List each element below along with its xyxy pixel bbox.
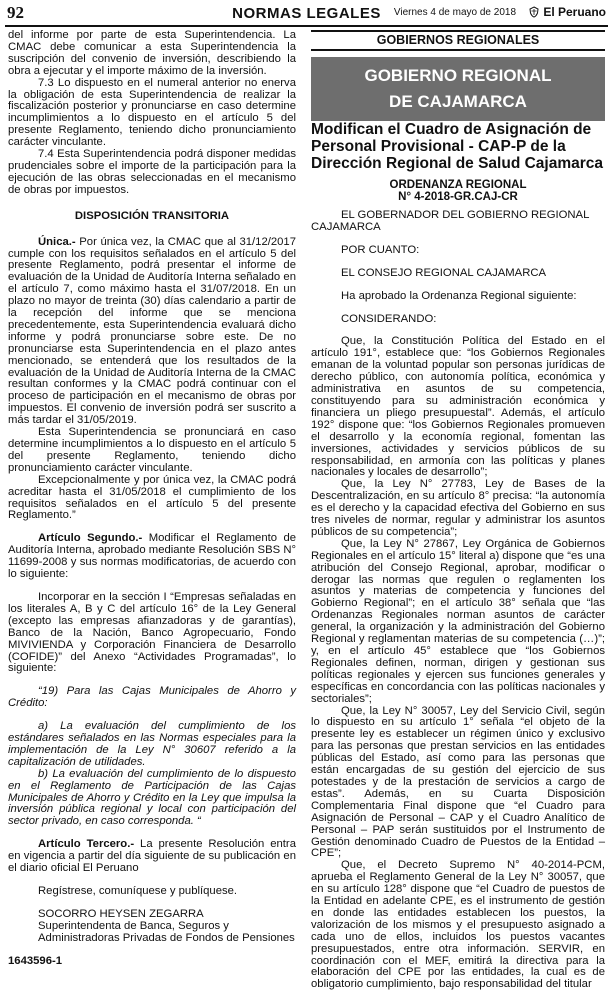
left-column [8, 30, 296, 968]
paragraph: Que, el Decreto Supremo N° 40-2014-PCM, aprueba el Reglamento General de la Ley N° 30057, que en su artículo 128° dispone que “el Cuadro de puestos de la Entidad en adelante CPE, es el instrumento de gestión en donde las entidades establecen los puestos, la valorización de los mismos y el presupuesto asignado a cada uno de ellos, incluidos los puestos vacantes presupuestados, entre otra información. SERVIR, en coordinación con el MEF, emitirá la directiva para la elaboración del CPE por las entidades, la cual es de obligatorio cumplimiento, bajo responsabilidad del titular [311, 859, 605, 991]
institution-line: GOBIERNO REGIONAL [364, 66, 552, 85]
paragraph: del informe por parte de esta Superintendencia. La CMAC debe comunicar a esta Superintendencia la suscripción del convenio de inversión, describiendo la obra a ejecutar y el importe máximo de la inversión. [8, 29, 296, 77]
newspaper-name: El Peruano [543, 5, 606, 19]
section-bar: GOBIERNOS REGIONALES [311, 30, 605, 51]
closing-line: Regístrese, comuníquese y publíquese. [38, 885, 238, 897]
newspaper-logo [528, 5, 606, 19]
coat-of-arms-icon [528, 6, 540, 18]
ordinance-type: ORDENANZA REGIONAL [389, 179, 527, 191]
paragraph: CONSIDERANDO: [341, 312, 437, 325]
article-text: Por única vez, la CMAC que al 31/12/2017 cumple con los requisitos señalados en el artículo 5 del presente Reglamento, podrá presentar el informe de evaluación de la Unidad de Auditoría Interna señalado en el artículo 7, como máximo hasta el 31/07/2018. En un plazo no mayor de treinta (30) días calendario a partir de la recepción del informe que se menciona precedentemente, esta Superintendencia evaluará dicho informe y podrá pronunciarse sobre este. De no pronunciarse esta Superintendencia en el plazo antes mencionado, se entenderá que los resultados de la evaluación de la Unidad de Auditoría Interna de la CMAC resultan conformes y la CMAC podrá continuar con el proceso de participación en el mecanismo de obras por impuestos. El convenio de inversión podrá ser suscrito a más tardar el 31/05/2019. [8, 235, 296, 427]
paragraph [8, 237, 296, 428]
paragraph [8, 533, 296, 581]
paragraph: EL CONSEJO REGIONAL CAJAMARCA [341, 266, 547, 279]
ordinance-number: N° 4-2018-GR.CAJ-CR [398, 191, 518, 203]
paragraph: Que, la Ley N° 27783, Ley de Bases de la Descentralización, en su artículo 8° precisa: “la autonomía es el derecho y la capacidad efectiva del Gobierno en sus tres niveles de normar, regular y administrar los asuntos públicos de su competencia”; [311, 478, 605, 538]
right-column [311, 30, 605, 991]
article-title: Modifican el Cuadro de Asignación de Personal Provisional - CAP-P de la Dirección Regional de Salud Cajamarca [311, 121, 604, 172]
paragraph: 7.3 Lo dispuesto en el numeral anterior no enerva la obligación de esta Superintendencia de realizar la fiscalización posterior y pronunciarse en caso determine incumplimientos a lo dispuesto en el artículo 5 del presente Reglamento, teniendo dicho pronunciamiento carácter vinculante. [8, 76, 296, 149]
article-label: Artículo Tercero.- [38, 838, 135, 851]
paragraph: “19) Para las Cajas Municipales de Ahorro y Crédito: [8, 685, 296, 710]
paragraph: a) La evaluación del cumplimiento de los estándares señalados en las Normas especiales para la implementación de la Ley N° 30607 referido a la capitalización de utilidades. [8, 720, 296, 768]
signatory-role: Superintendenta de Banca, Seguros y [38, 919, 229, 932]
signatory-name: SOCORRO HEYSEN ZEGARRA [38, 907, 204, 920]
institution-line: DE CAJAMARCA [389, 92, 527, 111]
institution-banner [311, 57, 605, 121]
paragraph: Que, la Ley N° 30057, Ley del Servicio Civil, según lo dispuesto en su artículo 1° señala “el objeto de la presente ley es establecer un régimen único y exclusivo para las personas que prestan servicios en las entidades públicas del Estado, así como para las personas que están encargadas de su gestión del ejercicio de sus potestades y de la prestación de servicios a cargo de estas”. Además, en su Cuarta Disposición Complementaria Final dispone que “el Cuadro para Asignación de Personal – CAP y el Cuadro Analítico de Personal – PAP serán sustituidos por el Instrumento de Gestión denominado Cuadro de Puestos de la Entidad – CPE”; [311, 704, 605, 860]
page-header [5, 3, 608, 27]
article-label: Artículo Segundo.- [38, 532, 143, 545]
signatory-role: Administradoras Privadas de Fondos de Pensiones [38, 931, 295, 944]
document-code: 1643596-1 [8, 954, 63, 967]
paragraph: Excepcionalmente y por única vez, la CMAC podrá acreditar hasta el 31/05/2018 el cumplimiento de los requisitos señalados en el artículo 5 del presente Reglamento.” [8, 473, 296, 522]
page-number: 92 [7, 3, 24, 22]
paragraph: Que, la Ley N° 27867, Ley Orgánica de Gobiernos Regionales en el artículo 15° literal a) dispone que “es una atribución del Consejo Regional, aprobar, modificar o derogar las normas que regulen o reglamenten los asuntos y materias de competencia y funciones del Gobierno Regional”; en el artículo 38° señala que “las Ordenanzas Regionales norman asuntos de carácter general, la organización y la administración del Gobierno Regional y reglamentan materias de su competencia (…)”; y, en el artículo 45° establece que “los Gobiernos Regionales definen, norman, dirigen y gestionan sus políticas regionales y ejercen sus funciones generales y específicas en concordancia con las políticas nacionales y sectoriales”; [311, 537, 605, 705]
issue-date: Viernes 4 de mayo de 2018 [393, 7, 516, 18]
publication-title: NORMAS LEGALES [232, 5, 381, 22]
paragraph: Esta Superintendencia se pronunciará en caso determine incumplimientos a lo dispuesto en el artículo 5 del presente Reglamento, teniendo dicho pronunciamiento carácter vinculante. [8, 426, 296, 474]
paragraph: Incorporar en la sección I “Empresas señaladas en los literales A, B y C del artículo 16° de la Ley General (excepto las empresas afianzadoras y de garantías), Banco de la Nación, Banco Agropecuario, Fondo MIVIVIENDA y Corporación Financiera de Desarrollo (COFIDE)” del Anexo “Actividades Programadas”, lo siguiente: [8, 590, 296, 675]
paragraph: POR CUANTO: [341, 243, 420, 256]
article-text: Modificar el Reglamento de Auditoría Interna, aprobado mediante Resolución SBS N° 11699-2008 y sus normas modificatorias, de acuerdo con lo siguiente: [8, 532, 297, 581]
section-heading: DISPOSICIÓN TRANSITORIA [74, 209, 230, 222]
paragraph: Que, la Constitución Política del Estado en el artículo 191°, establece que: “los Gobiernos Regionales emanan de la voluntad popular son personas jurídicas de derecho público, con autonomía política, económica y administrativa en asuntos de su competencia, constituyendo para su administración económica y financiera un pliego presupuestal”. Además, el artículo 192° dispone que: “los Gobiernos Regionales promueven el desarrollo y la economía regional, fomentan las inversiones, actividades y servicios públicos de su responsabilidad, en armonía con las políticas y planes nacionales y locales de desarrollo”; [311, 335, 605, 479]
paragraph: EL GOBERNADOR DEL GOBIERNO REGIONAL CAJAMARCA [311, 209, 589, 233]
paragraph: Ha aprobado la Ordenanza Regional siguiente: [341, 289, 577, 302]
article-text: La presente Resolución entra en vigencia a partir del día siguiente de su publicación en el diario oficial El Peruano [8, 838, 296, 875]
article-label: Única.- [38, 235, 76, 248]
paragraph: 7.4 Esta Superintendencia podrá disponer medidas prudenciales sobre el importe de la participación para la ejecución de las obras seleccionadas en el mecanismo de obras por impuestos. [8, 148, 296, 196]
ordinance-heading [311, 179, 605, 203]
paragraph: b) La evaluación del cumplimiento de lo dispuesto en el Reglamento de Participación de las Cajas Municipales de Ahorro y Crédito en la Ley que impulsa la inversión pública regional y local con participación del sector privado, en caso corresponda. “ [8, 767, 296, 828]
paragraph [8, 839, 296, 875]
